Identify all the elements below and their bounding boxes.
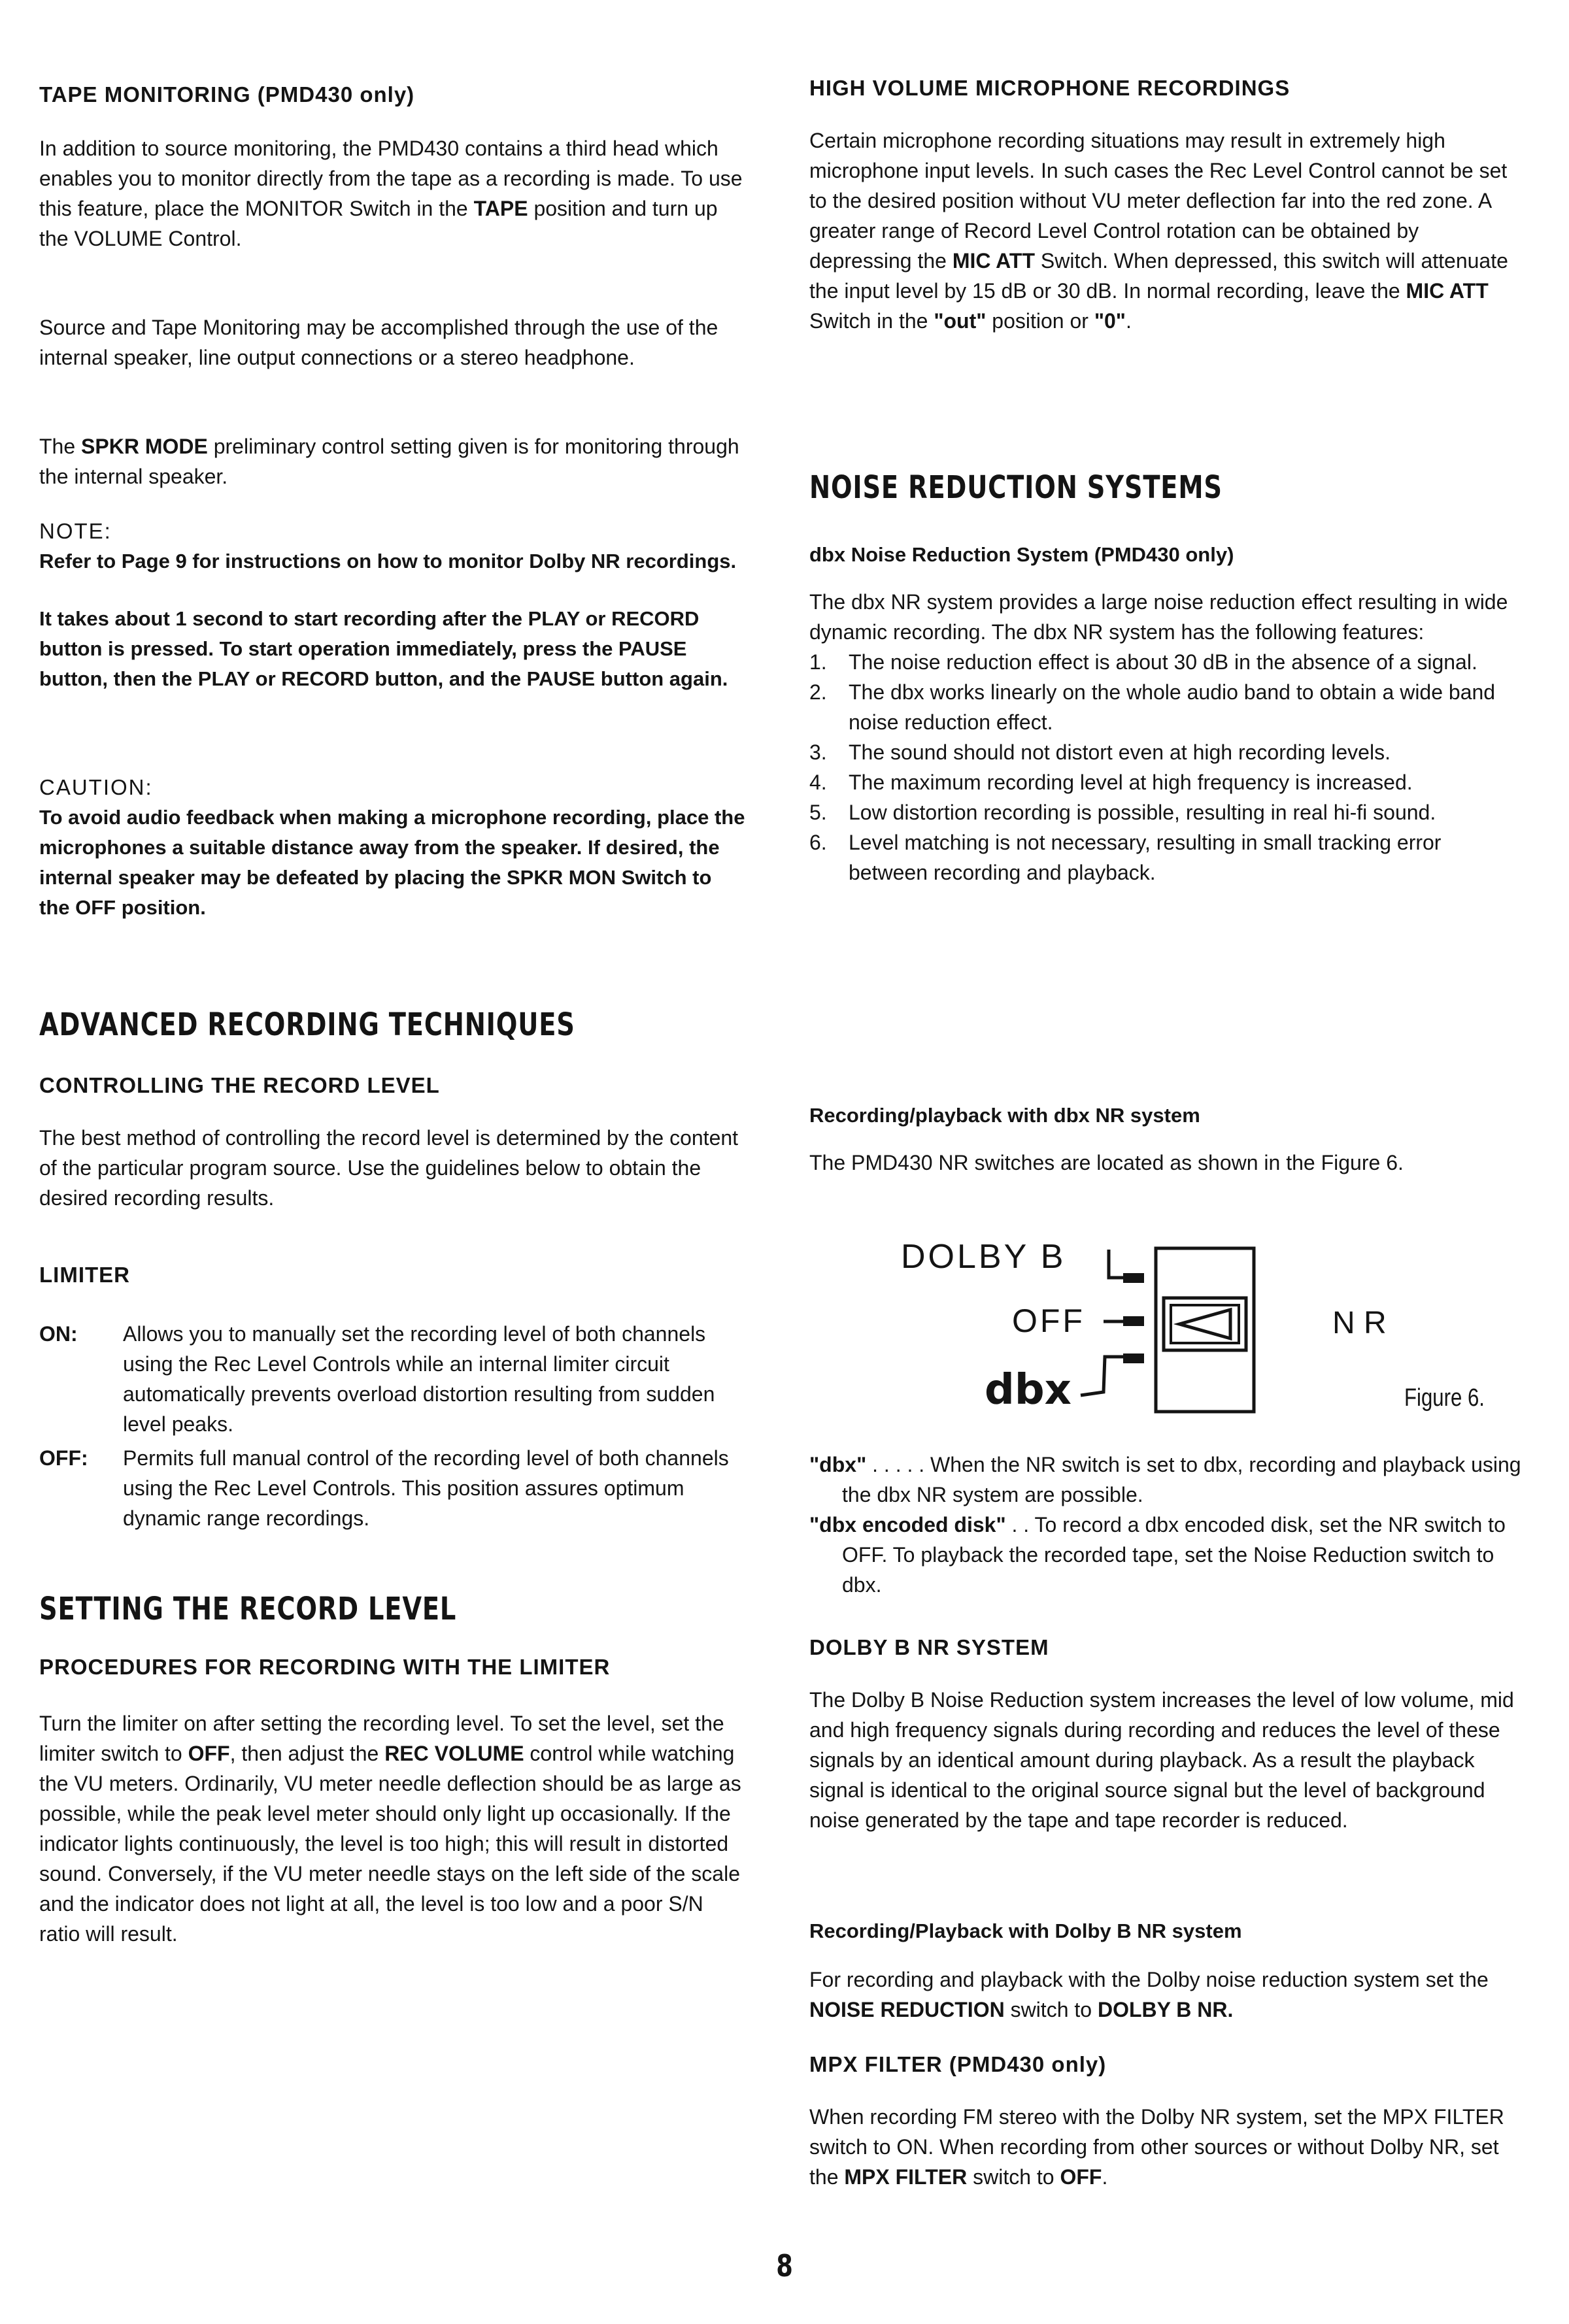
text-run: position and turn up the VOLUME Control. (39, 197, 718, 250)
nr-label: N R (1332, 1306, 1387, 1340)
dbx-label: dbx (985, 1366, 1071, 1414)
dbx-nr-title: dbx Noise Reduction System (PMD430 only) (809, 543, 1234, 566)
feature-item (809, 737, 1522, 767)
heading-noise-reduction-systems: NOISE REDUCTION SYSTEMS (809, 469, 1223, 506)
text-run: position or (986, 309, 1094, 333)
term: "dbx" (809, 1453, 867, 1476)
feature-item (809, 677, 1522, 737)
subheading-controlling-record-level: CONTROLLING THE RECORD LEVEL (39, 1073, 440, 1097)
dbx-definition (809, 1450, 1522, 1510)
text-run-bold: MIC ATT (952, 249, 1035, 273)
text-run: Turn the limiter on after setting the recording level. To set the level, set the limiter switch to (39, 1712, 724, 1765)
advanced-recording-section (39, 1005, 745, 1044)
term: "dbx encoded disk" (809, 1513, 1006, 1536)
dbx-marker (1123, 1353, 1144, 1363)
limiter-block (39, 1260, 745, 1533)
text-run: Switch. When depressed, this switch will attenuate the input level by 15 dB or 30 dB. In normal recording, leave the (809, 249, 1508, 303)
feature-text: The dbx works linearly on the whole audio band to obtain a wide band noise reduction effect. (849, 680, 1496, 734)
term: ON: (39, 1322, 78, 1346)
high-volume-text (809, 125, 1522, 336)
mpx-filter-text (809, 2102, 1522, 2192)
feature-text: Level matching is not necessary, resulting in small tracking error between recording and playback. (849, 831, 1442, 884)
nr-switch-diagram (901, 1235, 1489, 1431)
mpx-filter-title: MPX FILTER (PMD430 only) (809, 2052, 1107, 2076)
feature-number: 5. (809, 801, 827, 824)
feature-item (809, 827, 1522, 888)
text-run: Certain microphone recording situations may result in extremely high microphone input levels. In such cases the Rec Level Control cannot be set to the desired position without VU meter deflection far into the red zone. A greater range of Record Level Control rotation can be obtained by depressing the (809, 129, 1508, 273)
text-run-bold: MIC ATT (1406, 279, 1489, 303)
caution-text: To avoid audio feedback when making a microphone recording, place the microphones a suitable distance away from the speaker. If desired, the internal speaker may be defeated by placing the SPKR MON Switch to the OFF position. (39, 806, 745, 919)
feature-item (809, 767, 1522, 797)
text-run: , then adjust the (229, 1742, 385, 1765)
limiter-title: LIMITER (39, 1263, 130, 1287)
feature-number: 1. (809, 650, 827, 674)
text-run-bold: TAPE (473, 197, 528, 220)
limiter-on-definition (39, 1319, 745, 1439)
dolby-b-title: DOLBY B NR SYSTEM (809, 1635, 1049, 1659)
caution-block (39, 772, 745, 923)
feature-item (809, 647, 1522, 677)
controlling-record-level-block (39, 1071, 745, 1213)
text-run-bold: DOLBY B NR. (1097, 1998, 1234, 2021)
tape-monitoring-paragraph-3 (39, 431, 745, 491)
tape-monitoring-paragraph-1 (39, 133, 745, 254)
dbx-definition-list (809, 1450, 1522, 1600)
definition: Permits full manual control of the recording level of both channels using the Rec Level Controls. This position assures optimum dynamic range recordings. (123, 1446, 729, 1530)
dolby-b-marker (1123, 1273, 1144, 1283)
dbx-recording-playback-title: Recording/playback with dbx NR system (809, 1104, 1200, 1127)
off-label: OFF (1012, 1303, 1085, 1339)
text-run: In addition to source monitoring, the PMD430 contains a third head which enables you to monitor directly from the tape as a recording is made. To use this feature, place the MONITOR Switch in the (39, 137, 743, 220)
dbx-recording-playback-block (809, 1101, 1522, 1178)
figure-6-nr-switch (901, 1235, 1489, 1431)
text-run-bold: OFF (188, 1742, 230, 1765)
section-heading-high-volume: HIGH VOLUME MICROPHONE RECORDINGS (809, 76, 1291, 100)
controlling-record-level-text: The best method of controlling the record level is determined by the content of the particular program source. Use the guidelines below to obtain the desired recording results. (39, 1126, 739, 1210)
off-marker (1123, 1316, 1144, 1326)
dolby-recording-playback-title: Recording/Playback with Dolby B NR system (809, 1919, 1242, 1942)
feature-number: 3. (809, 740, 827, 764)
dolby-recording-playback-block (809, 1916, 1522, 2025)
heading-setting-record-level: SETTING THE RECORD LEVEL (39, 1591, 457, 1627)
subheading-procedures: PROCEDURES FOR RECORDING WITH THE LIMITER (39, 1655, 611, 1679)
definition: Allows you to manually set the recording level of both channels using the Rec Level Controls while an internal limiter circuit automatically prevents overload distortion resulting from sudden level peaks. (123, 1322, 715, 1436)
text-run: switch to (1004, 1998, 1098, 2021)
dolby-recording-playback-text (809, 1965, 1522, 2025)
noise-reduction-section (809, 468, 1522, 507)
dbx-encoded-disk-definition (809, 1510, 1522, 1600)
dbx-nr-block (809, 540, 1522, 888)
limiter-off-definition (39, 1443, 745, 1533)
note-paragraph-1: Refer to Page 9 for instructions on how to monitor Dolby NR recordings. (39, 550, 737, 573)
text-run-bold: REC VOLUME (384, 1742, 524, 1765)
text-run: The (39, 435, 82, 458)
feature-text: Low distortion recording is possible, resulting in real hi-fi sound. (849, 801, 1436, 824)
feature-number: 4. (809, 771, 827, 794)
limiter-procedure-block (39, 1652, 745, 1949)
tape-monitoring-paragraph-2 (39, 312, 745, 373)
high-volume-section (809, 73, 1522, 336)
dolby-b-section (809, 1633, 1522, 1835)
tape-monitoring-section (39, 80, 745, 110)
paragraph (39, 431, 745, 491)
feature-text: The noise reduction effect is about 30 dB in the absence of a signal. (849, 650, 1477, 674)
dbx-features-list (809, 647, 1522, 888)
text-run-bold: OFF (1060, 2165, 1102, 2189)
text-run-bold: "0" (1094, 309, 1126, 333)
heading-advanced-recording-techniques: ADVANCED RECORDING TECHNIQUES (39, 1006, 575, 1043)
text-run-bold: MPX FILTER (844, 2165, 968, 2189)
caution-label: CAUTION: (39, 775, 153, 799)
setting-record-level-section (39, 1589, 745, 1629)
dbx-nr-intro: The dbx NR system provides a large noise reduction effect resulting in wide dynamic recording. The dbx NR system has the following features: (809, 590, 1508, 644)
text-run: Switch in the (809, 309, 934, 333)
dbx-definitions (809, 1450, 1522, 1600)
text-run-bold: "out" (934, 309, 987, 333)
figure-caption: Figure 6. (1404, 1384, 1485, 1412)
section-heading-tape-monitoring: TAPE MONITORING (PMD430 only) (39, 82, 415, 107)
dbx-recording-playback-text: The PMD430 NR switches are located as shown in the Figure 6. (809, 1151, 1404, 1174)
mpx-filter-section (809, 2050, 1522, 2192)
definition: . . To record a dbx encoded disk, set the NR switch to OFF. To playback the recorded tape, set the Noise Reduction switch to dbx. (842, 1513, 1506, 1597)
procedures-text (39, 1708, 745, 1949)
text-run: preliminary control setting given is for monitoring through the internal speaker. (39, 435, 739, 488)
note-label: NOTE: (39, 519, 112, 543)
definition: . . . . . When the NR switch is set to dbx, recording and playback using the dbx NR system are possible. (842, 1453, 1521, 1506)
dolby-b-label: DOLBY B (901, 1238, 1066, 1276)
feature-item (809, 797, 1522, 827)
note-paragraph-2: It takes about 1 second to start recording after the PLAY or RECORD button is pressed. To start operation immediately, press the PAUSE button, then the PLAY or RECORD button, and the PAUSE button again. (39, 607, 728, 690)
note-block (39, 516, 745, 694)
text-run: control while watching the VU meters. Ordinarily, VU meter needle deflection should be as large as possible, while the peak level meter should only light up occasionally. If the indicator lights continuously, the level is too high; this will result in distorted sound. Conversely, if the VU meter needle stays on the left side of the scale and the indicator does not light at all, the level is too low and a poor S/N ratio will result. (39, 1742, 741, 1946)
limiter-definitions (39, 1319, 745, 1533)
feature-number: 2. (809, 680, 827, 704)
feature-text: The sound should not distort even at high recording levels. (849, 740, 1391, 764)
feature-number: 6. (809, 831, 827, 854)
text-run-bold: SPKR MODE (81, 435, 208, 458)
text-run: . (1102, 2165, 1108, 2189)
paragraph (39, 133, 745, 254)
feature-text: The maximum recording level at high frequency is increased. (849, 771, 1413, 794)
text-run: . (1125, 309, 1132, 333)
term: OFF: (39, 1446, 88, 1470)
text-run-bold: NOISE REDUCTION (809, 1998, 1005, 2021)
text-run: When recording FM stereo with the Dolby NR system, set the MPX FILTER switch to ON. When recording from other sources or without Dolby NR, set the (809, 2105, 1504, 2189)
dolby-b-text: The Dolby B Noise Reduction system increases the level of low volume, mid and high frequency signals during recording and reduces the level of these signals by an identical amount during playback. As a result the playback signal is identical to the original source signal but the level of background noise generated by the tape and tape recorder is reduced. (809, 1688, 1514, 1832)
text-run: switch to (967, 2165, 1060, 2189)
paragraph: Source and Tape Monitoring may be accomplished through the use of the internal speaker, line output connections or a stereo headphone. (39, 316, 718, 369)
page-number: 8 (776, 2248, 793, 2283)
text-run: For recording and playback with the Dolby noise reduction system set the (809, 1968, 1489, 1991)
